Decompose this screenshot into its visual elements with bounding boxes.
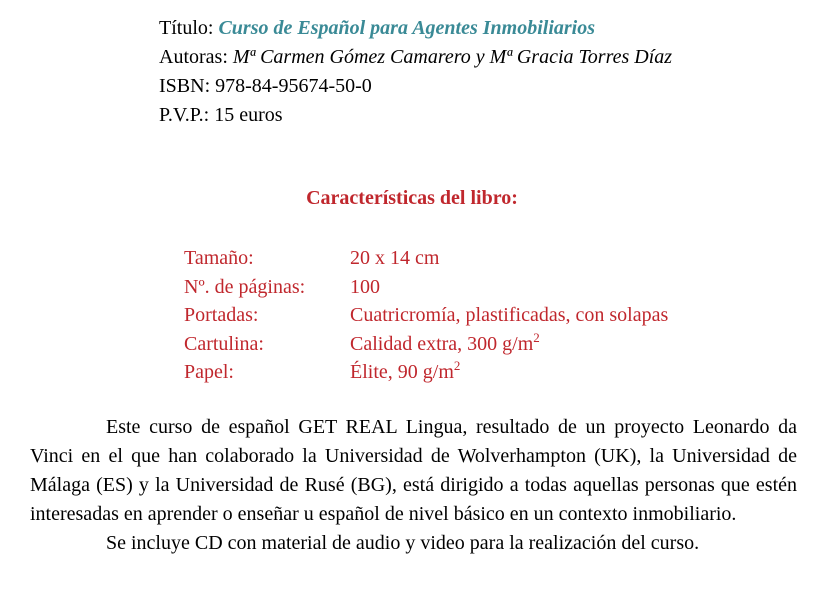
authors-value: Mª Carmen Gómez Camarero y Mª Gracia Torres Díaz — [232, 46, 673, 68]
superscript: 2 — [533, 329, 540, 345]
features-heading — [0, 187, 827, 210]
price-row — [159, 101, 672, 130]
description — [30, 413, 797, 558]
feature-label: Papel: — [184, 361, 234, 383]
feature-value: Calidad extra, 300 $g/m^2$ — [350, 329, 540, 355]
authors-label: Autoras: — [159, 46, 228, 68]
feature-value: 100 — [350, 275, 380, 298]
feature-row-cardstock — [184, 330, 668, 359]
feature-label: Cartulina: — [184, 332, 264, 355]
feature-value: Élite, 90 $g/m^2$ — [350, 358, 461, 383]
feature-label: Portadas: — [184, 304, 259, 326]
feature-row-pages — [184, 273, 668, 302]
description-paragraph-1: Este curso de español GET REAL Lingua, resultado de un proyecto Leonardo da Vinci en el que han colaborado la Universidad de Wolverhampton (UK), la Universidad de Málaga (ES) y la Universidad de Rusé (BG), está dirigido a todas aquellas personas que estén interesadas en aprender o enseñar u español de nivel básico en un contexto inmobiliario. — [30, 416, 797, 525]
title-row — [159, 14, 672, 43]
price-value: 15 euros — [214, 104, 283, 126]
description-paragraph-2: Se incluye CD con material de audio y video para la realización del curso. — [106, 532, 700, 554]
feature-label: Nº. de páginas: — [184, 275, 306, 298]
title-value: Curso de Español para Agentes Inmobiliarios — [218, 17, 596, 39]
authors-row — [159, 43, 672, 72]
feature-label: Tamaño: — [184, 247, 254, 269]
feature-row-paper — [184, 358, 668, 387]
features-list — [184, 244, 668, 387]
isbn-row — [159, 72, 672, 101]
feature-row-covers — [184, 301, 668, 330]
features-heading-text: Características del libro: — [306, 187, 518, 209]
feature-row-size — [184, 244, 668, 273]
price-label: P.V.P.: — [159, 104, 210, 126]
feature-value: 20 x 14 cm — [350, 247, 440, 269]
isbn-value: 978-84-95674-50-0 — [215, 75, 372, 97]
title-label: Título: — [159, 17, 214, 39]
feature-value: Cuatricromía, plastificadas, con solapas — [350, 304, 669, 326]
book-metadata — [159, 14, 672, 130]
isbn-label: ISBN: — [159, 75, 211, 97]
superscript: 2 — [453, 358, 461, 373]
